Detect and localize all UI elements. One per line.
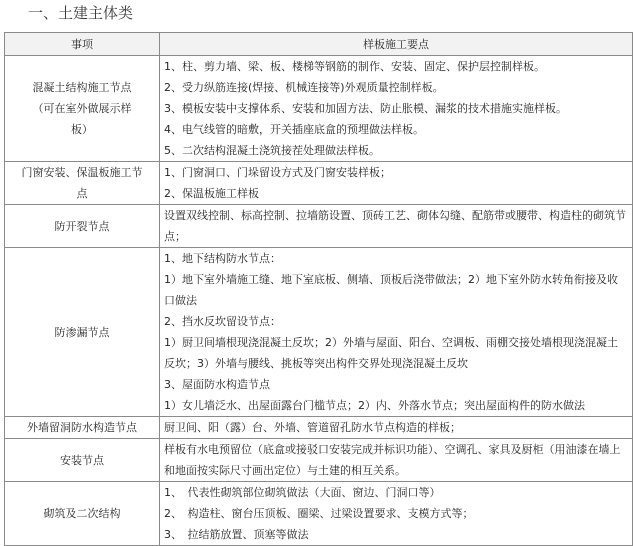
row-item-cell	[5, 162, 160, 205]
content-line: 4、电气线管的暗敷，开关插座底盒的预埋做法样板。	[164, 123, 424, 136]
item-text: 板）	[71, 123, 93, 136]
content-line: 样板有水电预留位（底盒或接驳口安装完成并标识功能）、空调孔、家具及厨柜（用油漆在墙上和地面按实际尺寸画出定位）与土建的相互关系。	[164, 443, 621, 477]
content-line: 厨卫间、阳（露）台、外墙、管道留孔防水节点构造的样板；	[164, 421, 461, 434]
table-row	[5, 56, 633, 162]
content-line: 3、 拉结筋放置、顶塞等做法	[164, 528, 309, 541]
content-line: 5、二次结构混凝土浇筑接茬处理做法样板。	[164, 144, 380, 157]
table-row	[5, 205, 633, 248]
row-item-cell	[5, 205, 160, 248]
row-item-cell	[5, 482, 160, 546]
row-item-cell	[5, 248, 160, 417]
content-line: 2、保温板施工样板	[164, 187, 259, 200]
content-line: 2、挡水反坎留设节点：	[164, 315, 281, 328]
row-content-cell	[160, 205, 633, 248]
item-text: 防开裂节点	[54, 219, 110, 233]
row-item-cell	[5, 56, 160, 162]
table-row	[5, 417, 633, 439]
content-line: 2、受力纵筋连接(焊接、机械连接等)外观质量控制样板。	[164, 81, 444, 94]
content-line: 3、模板安装中支撑体系、安装和加固方法、防止胀模、漏浆的技术措施实施样板。	[164, 102, 567, 115]
row-item-cell	[5, 439, 160, 482]
item-text: 点	[76, 187, 88, 200]
header-key-points: 样板施工要点	[160, 33, 633, 56]
content-line: 2、 构造柱、窗台压顶板、圈梁、过梁设置要求、支模方式等；	[164, 507, 474, 520]
item-text: 混凝土结构施工节点	[32, 81, 132, 94]
item-text: 外墙留洞防水构造节点	[27, 421, 137, 434]
row-content-cell	[160, 162, 633, 205]
content-line: 1、门窗洞口、门垛留设方式及门窗安装样板；	[164, 166, 391, 179]
row-content-cell	[160, 56, 633, 162]
content-line: 1）地下室外墙施工缝、地下室底板、侧墙、顶板后浇带做法；2）地下室外防水转角衔接及收口做法	[164, 273, 618, 307]
section-title: 一、土建主体类	[28, 4, 134, 22]
content-line: 3、屋面防水构造节点	[164, 378, 270, 391]
construction-sample-table	[4, 32, 633, 546]
header-item: 事项	[5, 33, 160, 56]
table-row	[5, 248, 633, 417]
item-text: 安装节点	[60, 453, 104, 467]
row-item-cell	[5, 417, 160, 439]
content-line: 1、地下结构防水节点：	[164, 252, 281, 265]
item-text: 防渗漏节点	[54, 325, 110, 339]
content-line: 设置双线控制、标高控制、拉墙筋设置、顶砖工艺、砌体勾缝、配筋带或腰带、构造柱的砌筑节点；	[164, 209, 626, 243]
row-content-cell	[160, 482, 633, 546]
table-row	[5, 439, 633, 482]
table-row	[5, 162, 633, 205]
table-header-row	[5, 33, 633, 56]
item-text: （可在室外做展示样	[32, 102, 132, 115]
content-line: 1、 代表性砌筑部位砌筑做法（大面、窗边、门洞口等）	[164, 486, 441, 499]
row-content-cell	[160, 248, 633, 417]
content-line: 1）厨卫间墙根现浇混凝土反坎；2）外墙与屋面、阳台、空调板、雨棚交接处墙根现浇混凝土反坎；3）外墙与腰线、挑板等突出构件交界处现浇混凝土反坎	[164, 336, 618, 370]
item-text: 门窗安装、保温板施工节	[21, 166, 143, 179]
row-content-cell	[160, 417, 633, 439]
row-content-cell	[160, 439, 633, 482]
item-text: 砌筑及二次结构	[43, 507, 121, 520]
content-line: 1、柱、剪力墙、梁、板、楼梯等钢筋的制作、安装、固定、保护层控制样板。	[164, 60, 545, 73]
content-line: 1）女儿墙泛水、出屋面露台门槛节点；2）内、外落水节点；突出屋面构件的防水做法	[164, 399, 585, 412]
table-row	[5, 482, 633, 546]
